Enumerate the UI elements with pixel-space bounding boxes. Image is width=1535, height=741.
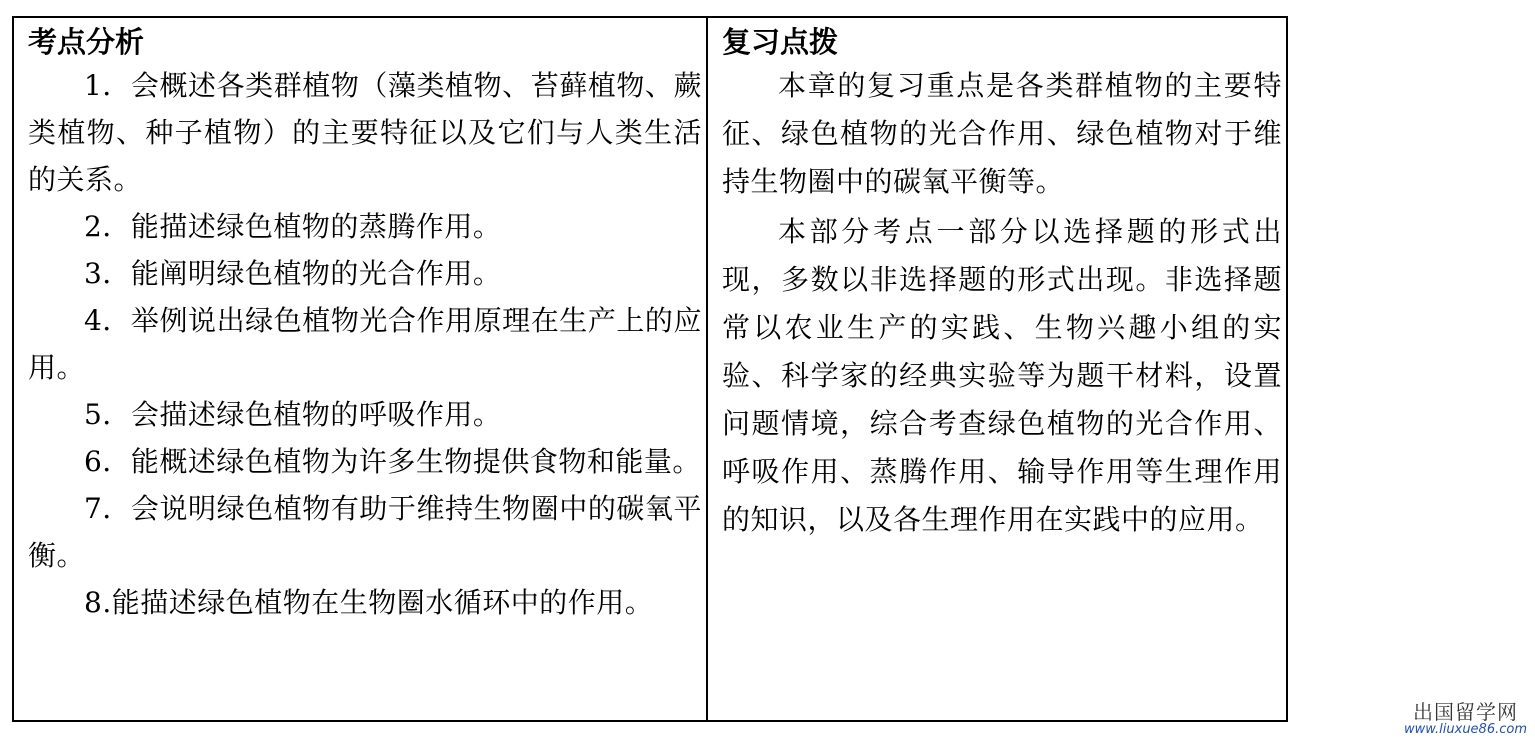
review-tips-title: 复习点拨 [722, 25, 839, 59]
exam-point-item: 7．会说明绿色植物有助于维持生物圈中的碳氧平衡。 [28, 492, 702, 572]
content-table [12, 16, 1288, 722]
exam-point-item: 5．会描述绿色植物的呼吸作用。 [84, 398, 502, 431]
exam-points-column [14, 18, 708, 720]
exam-point-item: 4．举例说出绿色植物光合作用原理在生产上的应用。 [28, 304, 702, 384]
watermark-url: www.liuxue86.com [1403, 722, 1527, 737]
review-tips-column [708, 18, 1286, 720]
review-tip-paragraph: 本章的复习重点是各类群植物的主要特征、绿色植物的光合作用、绿色植物对于维持生物圈中的碳氧平衡等。 [722, 69, 1282, 198]
exam-point-item: 6．能概述绿色植物为许多生物提供食物和能量。 [84, 445, 701, 478]
exam-points-title: 考点分析 [28, 25, 145, 59]
exam-point-item: 8.能描述绿色植物在生物圈水循环中的作用。 [84, 586, 654, 619]
site-watermark [1404, 701, 1527, 737]
review-tip-paragraph: 本部分考点一部分以选择题的形式出现，多数以非选择题的形式出现。非选择题常以农业生产的实践、生物兴趣小组的实验、科学家的经典实验等为题干材料，设置问题情境，综合考查绿色植物的光合作用、呼吸作用、蒸腾作用、输导作用等生理作用的知识，以及各生理作用在实践中的应用。 [722, 215, 1282, 536]
exam-point-item: 1．会概述各类群植物（藻类植物、苔藓植物、蕨类植物、种子植物）的主要特征以及它们与人类生活的关系。 [28, 69, 702, 196]
watermark-site-name: 出国留学网 [1412, 700, 1518, 724]
exam-point-item: 3．能阐明绿色植物的光合作用。 [84, 257, 502, 290]
exam-point-item: 2．能描述绿色植物的蒸腾作用。 [84, 210, 502, 243]
